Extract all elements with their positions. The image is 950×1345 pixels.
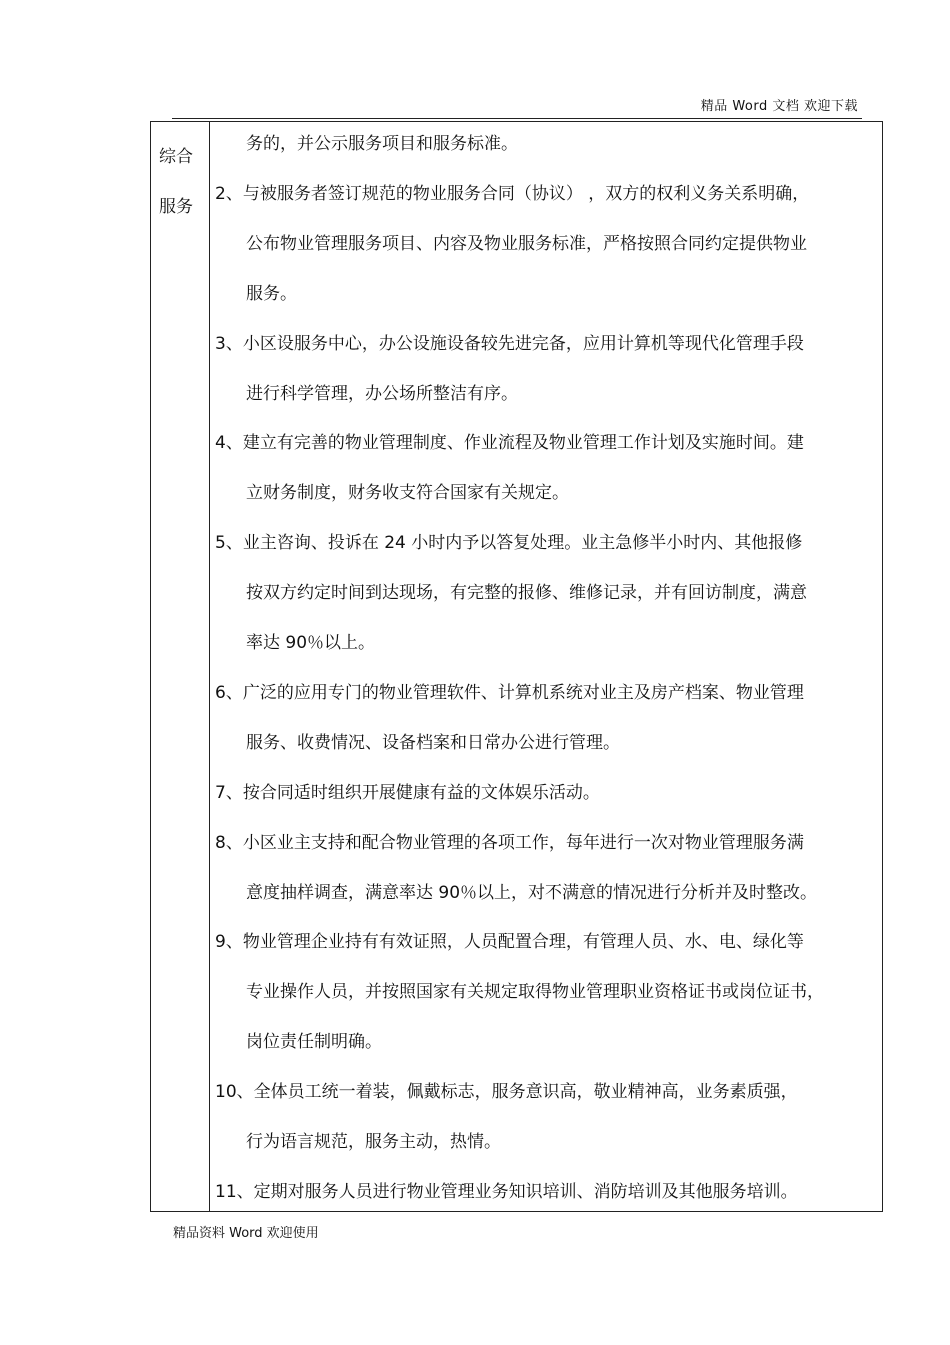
requirement-continuation: 服务。 bbox=[246, 283, 297, 304]
requirement-item: 4、建立有完善的物业管理制度、作业流程及物业管理工作计划及实施时间。建 bbox=[215, 433, 804, 454]
requirement-item: 10、全体员工统一着装，佩戴标志，服务意识高，敬业精神高，业务素质强， bbox=[215, 1082, 798, 1103]
page-footer-text: 精品资料 Word 欢迎使用 bbox=[173, 1226, 319, 1241]
requirement-continuation: 立财务制度，财务收支符合国家有关规定。 bbox=[246, 483, 569, 504]
category-label-line2: 服务 bbox=[159, 197, 193, 217]
requirement-continuation: 公布物业管理服务项目、内容及物业服务标准，严格按照合同约定提供物业 bbox=[246, 233, 807, 254]
requirement-item: 8、小区业主支持和配合物业管理的各项工作，每年进行一次对物业管理服务满 bbox=[215, 832, 804, 853]
requirement-continuation: 岗位责任制明确。 bbox=[246, 1032, 382, 1053]
requirement-item: 9、物业管理企业持有有效证照，人员配置合理，有管理人员、水、电、绿化等 bbox=[215, 932, 804, 953]
page-header-text: 精品 Word 文档 欢迎下载 bbox=[700, 99, 858, 114]
header-rule bbox=[172, 118, 862, 119]
requirement-continuation: 行为语言规范，服务主动，热情。 bbox=[246, 1132, 501, 1152]
requirement-item: 5、业主咨询、投诉在 24 小时内予以答复处理。业主急修半小时内、其他报修 bbox=[215, 533, 803, 554]
requirement-continuation: 专业操作人员，并按照国家有关规定取得物业管理职业资格证书或岗位证书， bbox=[246, 982, 824, 1003]
requirement-continuation: 率达 90％以上。 bbox=[246, 633, 376, 653]
requirement-item: 6、广泛的应用专门的物业管理软件、计算机系统对业主及房产档案、物业管理 bbox=[215, 682, 804, 703]
category-cell bbox=[159, 132, 193, 232]
category-label-line1: 综合 bbox=[159, 147, 193, 167]
column-divider bbox=[209, 122, 210, 1211]
requirement-continuation: 服务、收费情况、设备档案和日常办公进行管理。 bbox=[246, 732, 620, 753]
requirement-continuation: 务的，并公示服务项目和服务标准。 bbox=[246, 134, 518, 154]
requirement-item: 3、小区设服务中心，办公设施设备较先进完备，应用计算机等现代化管理手段 bbox=[215, 333, 804, 354]
requirement-item: 2、与被服务者签订规范的物业服务合同（协议） ，双方的权利义务关系明确， bbox=[215, 183, 810, 204]
requirement-continuation: 进行科学管理，办公场所整洁有序。 bbox=[246, 383, 518, 404]
requirement-continuation: 按双方约定时间到达现场，有完整的报修、维修记录，并有回访制度，满意 bbox=[246, 583, 807, 604]
requirement-item: 11、定期对服务人员进行物业管理业务知识培训、消防培训及其他服务培训。 bbox=[215, 1181, 798, 1202]
requirement-item: 7、按合同适时组织开展健康有益的文体娱乐活动。 bbox=[215, 782, 600, 803]
service-standard-table bbox=[150, 121, 883, 1212]
requirement-continuation: 意度抽样调查，满意率达 90％以上，对不满意的情况进行分析并及时整改。 bbox=[246, 882, 818, 903]
